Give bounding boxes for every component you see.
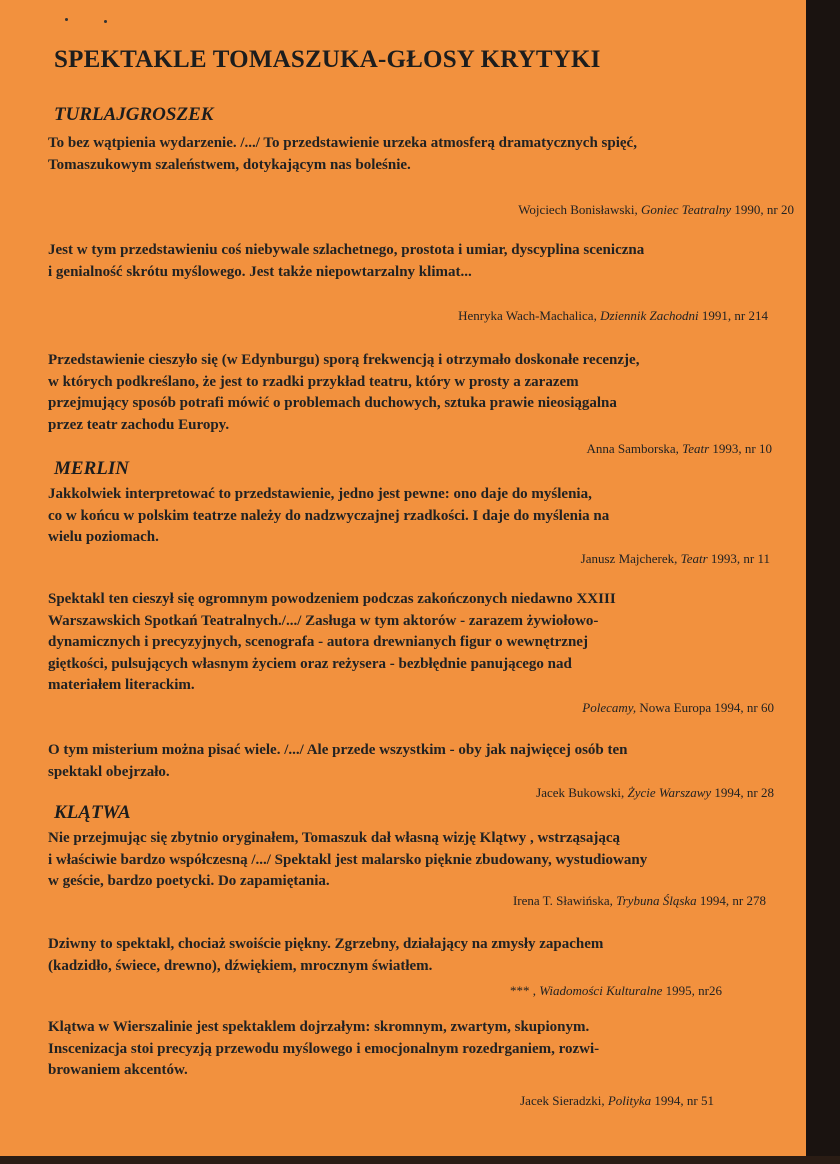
quote-line: Tomaszukowym szaleństwem, dotykającym nas boleśnie. bbox=[48, 156, 411, 173]
quote-line: Dziwny to spektakl, chociaż swoiście piękny. Zgrzebny, działający na zmysły zapachem bbox=[48, 936, 604, 952]
quote-line: dynamicznych i precyzyjnych, scenografa - autora drewnianych figur o wewnętrznej bbox=[48, 634, 588, 650]
citation-author: Janusz Majcherek, bbox=[580, 551, 681, 566]
citation-details: 1993, nr 11 bbox=[707, 551, 770, 566]
review-quote bbox=[48, 484, 609, 549]
citation-author: Henryka Wach-Machalica, bbox=[458, 308, 601, 323]
quote-line: i właściwie bardzo współczesną /.../ Spektakl jest malarsko pięknie zbudowany, wystudiowany bbox=[48, 851, 648, 868]
quote-line: przez teatr zachodu Europy. bbox=[48, 416, 230, 433]
review-quote bbox=[48, 240, 644, 283]
quote-line: Nie przejmując się zbytnio oryginałem, Tomaszuk dał własną wizję Klątwy , wstrząsającą bbox=[48, 830, 621, 846]
citation-author: *** , bbox=[510, 983, 540, 998]
citation-author: Wojciech Bonisławski, bbox=[518, 202, 641, 217]
review-citation bbox=[582, 700, 774, 716]
review-citation bbox=[586, 441, 772, 457]
quote-line: wielu poziomach. bbox=[48, 529, 159, 545]
citation-details: 1994, nr 51 bbox=[651, 1093, 714, 1108]
quote-line: giętkości, pulsujących własnym życiem oraz reżysera - bezbłędnie panującego nad bbox=[48, 655, 572, 672]
citation-publication: Teatr bbox=[682, 441, 710, 456]
quote-line: przejmujący sposób potrafi mówić o problemach duchowych, sztuka prawie nieosiągalna bbox=[48, 395, 617, 411]
quote-line: i genialność skrótu myślowego. Jest także niepowtarzalny klimat... bbox=[48, 263, 472, 280]
review-citation bbox=[536, 785, 774, 801]
quote-line: Klątwa w Wierszalinie jest spektaklem dojrzałym: skromnym, zwartym, skupionym. bbox=[48, 1019, 590, 1035]
quote-line: browaniem akcentów. bbox=[48, 1062, 188, 1078]
citation-details: Nowa Europa 1994, nr 60 bbox=[636, 700, 774, 715]
quote-line: w geście, bardzo poetycki. Do zapamiętania. bbox=[48, 873, 330, 889]
review-quote bbox=[48, 934, 603, 977]
citation-publication: Goniec Teatralny bbox=[641, 202, 732, 217]
quote-line: Warszawskich Spotkań Teatralnych./.../ Zasługa w tym aktorów - zarazem żywiołowo- bbox=[48, 612, 599, 629]
quote-line: w których podkreślano, że jest to rzadki przykład teatru, który w prosty a zarazem bbox=[48, 373, 579, 390]
citation-details: 1994, nr 278 bbox=[696, 893, 766, 908]
citation-author: Anna Samborska, bbox=[586, 441, 683, 456]
citation-details: 1990, nr 20 bbox=[731, 202, 794, 217]
review-citation bbox=[510, 983, 722, 999]
citation-publication: Polityka bbox=[607, 1093, 652, 1108]
citation-details: 1995, nr26 bbox=[662, 983, 722, 998]
review-quote bbox=[48, 828, 647, 893]
review-quote bbox=[48, 133, 637, 176]
section-title-klatwa: KLĄTWA bbox=[54, 802, 131, 823]
citation-author: Jacek Bukowski, bbox=[536, 785, 628, 800]
review-citation bbox=[513, 893, 766, 909]
review-quote bbox=[48, 740, 628, 783]
quote-line: Przedstawienie cieszyło się (w Edynburgu) sporą frekwencją i otrzymało doskonałe recenzje, bbox=[48, 352, 640, 368]
quote-line: Jakkolwiek interpretować to przedstawienie, jedno jest pewne: ono daje do myślenia, bbox=[48, 486, 592, 502]
citation-publication: Wiadomości Kulturalne bbox=[539, 983, 663, 998]
citation-publication: Polecamy, bbox=[582, 700, 637, 715]
citation-author: Irena T. Sławińska, bbox=[512, 893, 617, 908]
page-title: SPEKTAKLE TOMASZUKA-GŁOSY KRYTYKI bbox=[54, 46, 601, 73]
quote-line: (kadzidło, świece, drewno), dźwiękiem, mrocznym światłem. bbox=[48, 957, 433, 974]
quote-line: spektakl obejrzało. bbox=[48, 763, 170, 780]
quote-line: Inscenizacja stoi precyzją przewodu myślowego i emocjonalnym rozedrganiem, rozwi- bbox=[48, 1040, 600, 1057]
scan-edge-right bbox=[806, 0, 840, 1164]
review-citation bbox=[581, 551, 770, 567]
quote-line: co w końcu w polskim teatrze należy do nadzwyczajnej rzadkości. I daje do myślenia na bbox=[48, 507, 610, 524]
quote-line: Spektakl ten cieszył się ogromnym powodzeniem podczas zakończonych niedawno XXIII bbox=[48, 591, 616, 607]
section-title-merlin: MERLIN bbox=[54, 458, 129, 479]
section-title-turlajgroszek: TURLAJGROSZEK bbox=[54, 104, 214, 125]
quote-line: Jest w tym przedstawieniu coś niebywale szlachetnego, prostota i umiar, dyscyplina sceniczna bbox=[48, 242, 645, 258]
review-quote bbox=[48, 350, 639, 436]
review-quote bbox=[48, 1017, 599, 1082]
citation-author: Jacek Sieradzki, bbox=[520, 1093, 608, 1108]
citation-publication: Teatr bbox=[680, 551, 708, 566]
citation-details: 1993, nr 10 bbox=[709, 441, 772, 456]
quote-line: To bez wątpienia wydarzenie. /.../ To przedstawienie urzeka atmosferą dramatycznych spięć, bbox=[48, 135, 637, 151]
citation-publication: Dziennik Zachodni bbox=[600, 308, 699, 323]
speck bbox=[65, 18, 68, 21]
review-citation bbox=[518, 202, 794, 218]
review-citation bbox=[520, 1093, 714, 1109]
citation-publication: Życie Warszawy bbox=[627, 785, 712, 800]
citation-publication: Trybuna Śląska bbox=[616, 893, 697, 908]
review-quote bbox=[48, 589, 616, 697]
scan-edge-bottom bbox=[0, 1156, 840, 1164]
quote-line: O tym misterium można pisać wiele. /.../ Ale przede wszystkim - oby jak najwięcej osób ten bbox=[48, 742, 628, 758]
speck bbox=[104, 20, 107, 23]
review-citation bbox=[458, 308, 768, 324]
citation-details: 1991, nr 214 bbox=[698, 308, 768, 323]
citation-details: 1994, nr 28 bbox=[711, 785, 774, 800]
quote-line: materiałem literackim. bbox=[48, 677, 195, 693]
